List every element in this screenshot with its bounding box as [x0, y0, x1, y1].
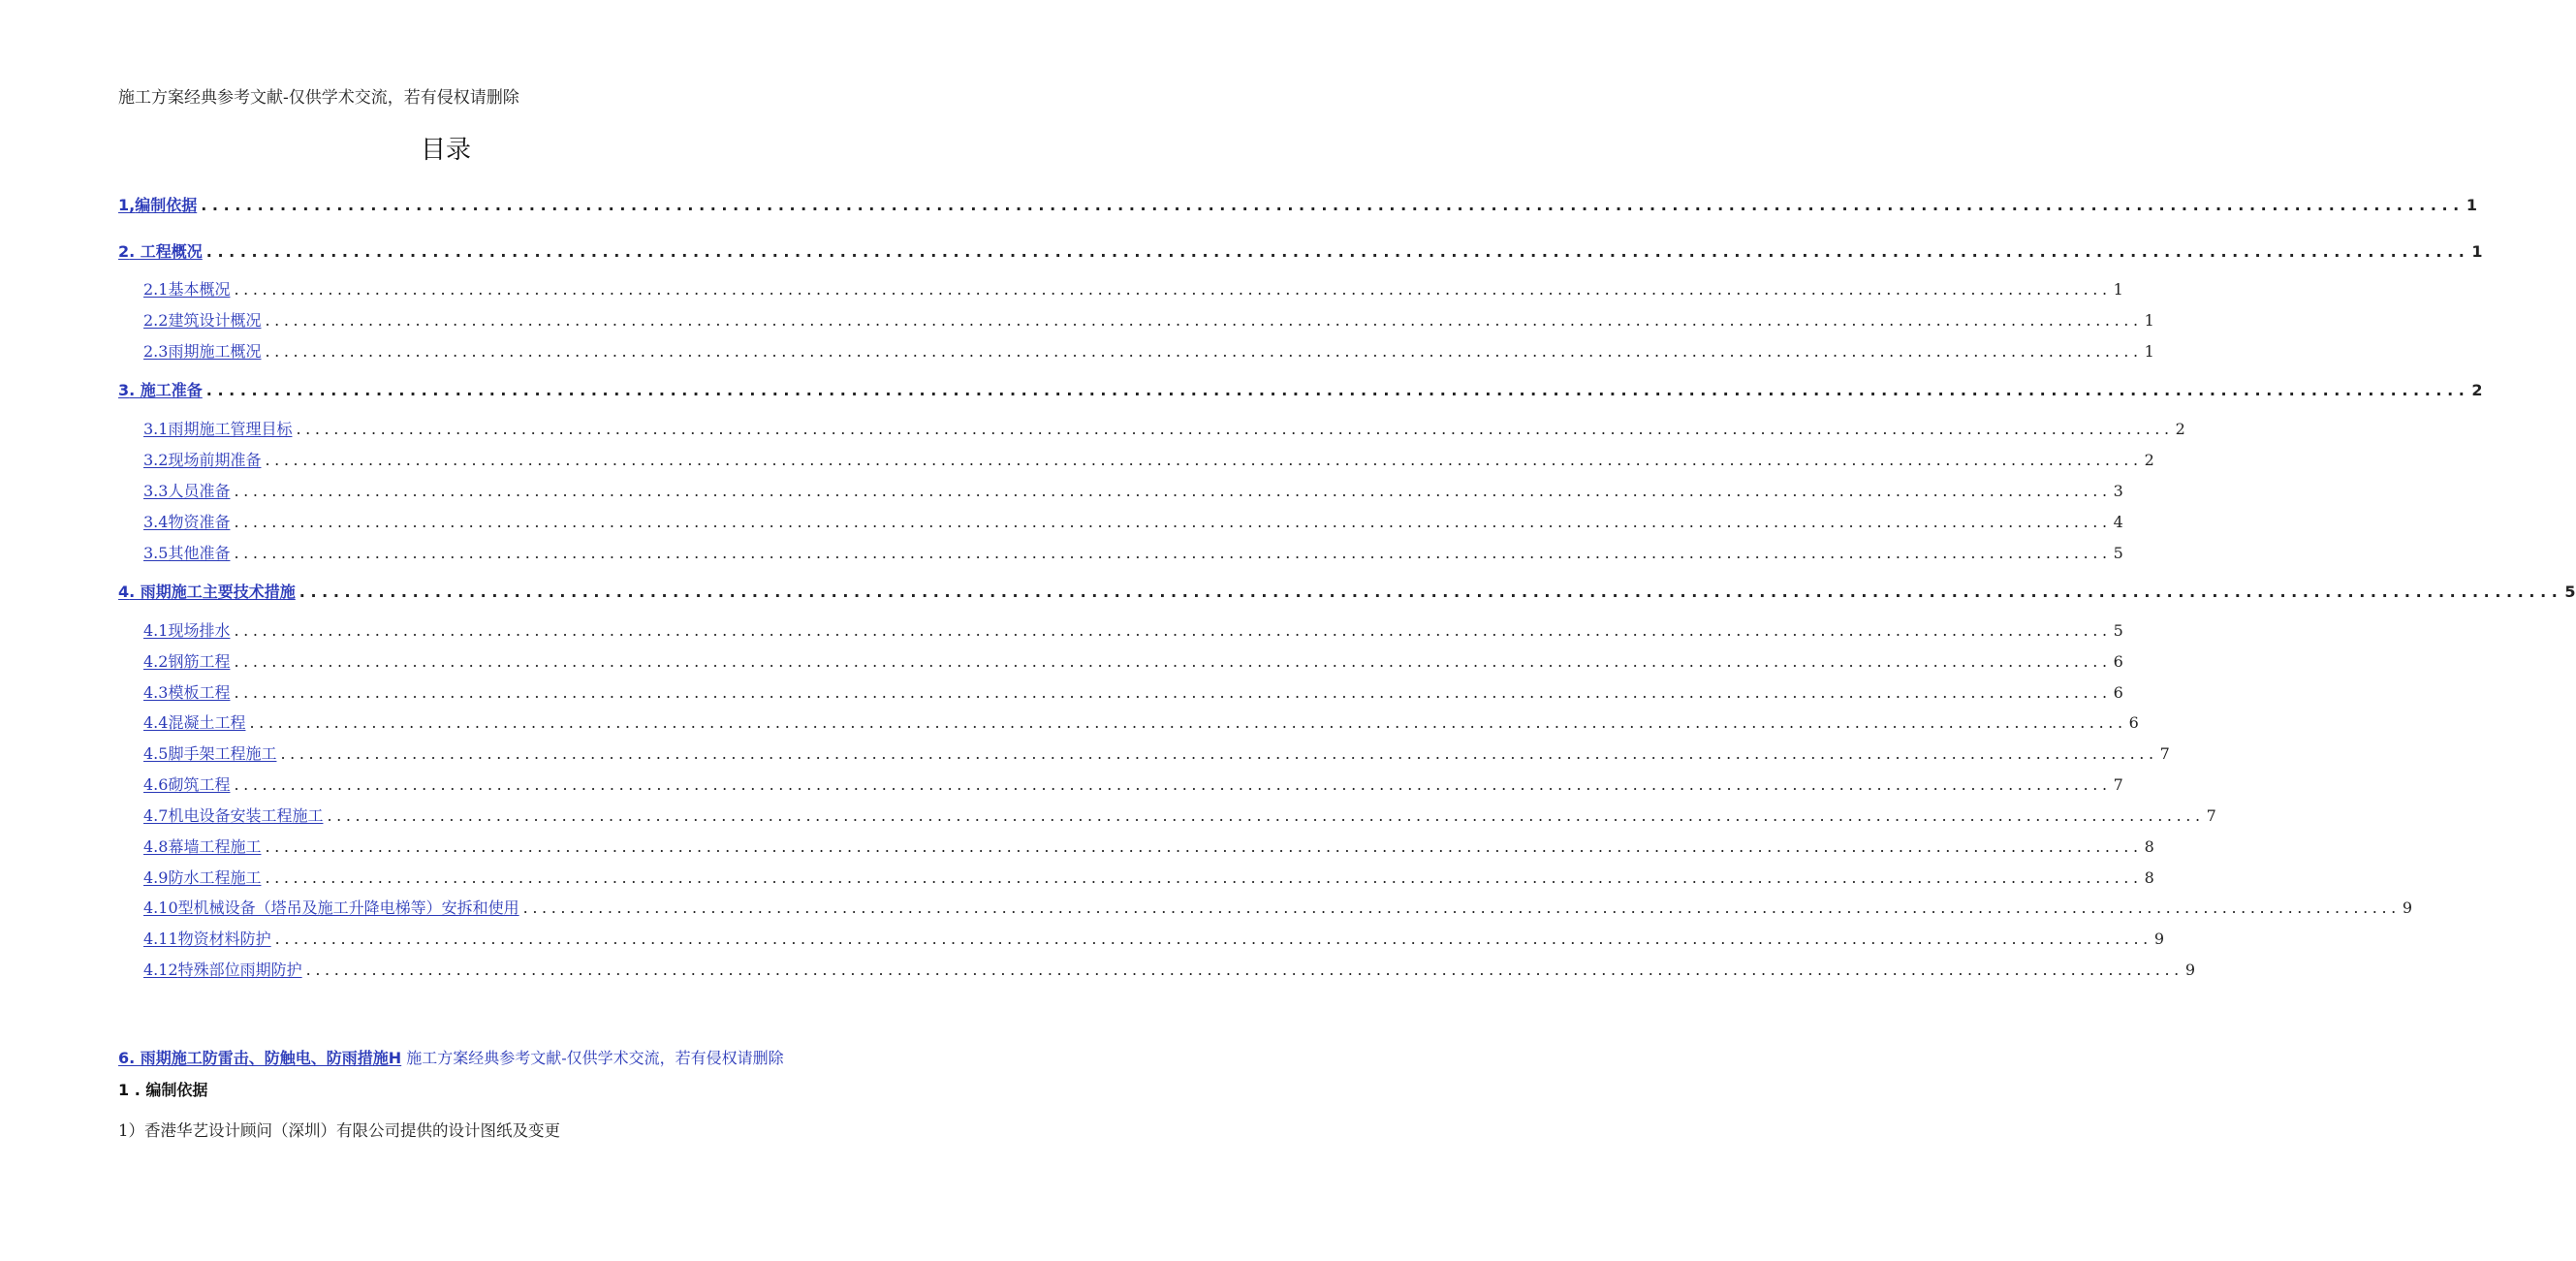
toc-entry-number[interactable]: 2.2 [143, 311, 169, 330]
toc-entry-label[interactable]: 模板工程 [168, 683, 231, 702]
toc-entry-label[interactable]: 幕墙工程施工 [168, 837, 262, 856]
toc-entry-page: 1 [2144, 311, 2154, 330]
toc-entry-number[interactable]: 4.3 [143, 683, 169, 702]
toc-entry[interactable] [143, 742, 2170, 766]
body-paragraph: 1）香港华艺设计顾问（深圳）有限公司提供的设计图纸及变更 [118, 1121, 560, 1140]
toc-entry[interactable] [118, 194, 2477, 217]
toc-entry-page: 9 [2402, 898, 2413, 917]
toc-entry[interactable] [143, 711, 2139, 735]
toc-entry-number[interactable]: 4.7 [143, 806, 169, 825]
toc-entry-number[interactable]: 2 [118, 242, 130, 261]
toc-entry-label[interactable]: 雨期施工管理目标 [168, 420, 293, 438]
toc-entry-page: 5 [2113, 544, 2123, 562]
toc-entry-number[interactable]: 4.12 [143, 961, 178, 979]
dot-leader: ........................................................................................................................................................................................................ [234, 513, 2112, 531]
toc-entry-number[interactable]: 4.9 [143, 868, 169, 887]
toc-entry-page: 1 [2144, 342, 2154, 361]
toc-entry-number[interactable]: 3.5 [143, 544, 169, 562]
toc-entry-6[interactable] [118, 1046, 784, 1068]
toc-entry-number[interactable]: 4.6 [143, 775, 169, 794]
dot-leader: ........................................................................................................................................................................................................ [265, 451, 2143, 469]
dot-leader: ........................................................................................................................................................................................................ [296, 420, 2174, 438]
dot-leader: ........................................................................................................................................................................................................ [205, 381, 2470, 399]
dot-leader: ........................................................................................................................................................................................................ [249, 713, 2127, 732]
toc-entry-page: 2 [2144, 451, 2154, 469]
toc-entry[interactable] [143, 542, 2123, 565]
toc-entry-number[interactable]: 4.4 [143, 713, 169, 732]
toc-entry[interactable] [143, 511, 2123, 534]
toc-entry-number[interactable]: 3.1 [143, 420, 169, 438]
toc-entry-number[interactable]: 4 [118, 583, 130, 601]
toc-entry-label[interactable]: 物资材料防护 [177, 930, 271, 948]
toc-entry[interactable] [143, 278, 2123, 301]
dot-leader: ........................................................................................................................................................................................................ [298, 583, 2563, 601]
dot-leader: ........................................................................................................................................................................................................ [201, 196, 2465, 214]
toc-entry-label[interactable]: 脚手架工程施工 [168, 744, 277, 763]
dot-leader: ........................................................................................................................................................................................................ [265, 342, 2143, 361]
toc-entry-page: 1 [2466, 196, 2477, 214]
toc-entry-number[interactable]: 3 [118, 381, 130, 399]
toc-entry-6-link[interactable]: 6. 雨期施工防雷击、防触电、防雨措施H [118, 1049, 402, 1067]
toc-entry-number[interactable]: 1, [118, 196, 136, 214]
toc-entry-label[interactable]: 现场排水 [168, 621, 231, 640]
toc-entry[interactable] [143, 309, 2154, 332]
dot-leader: ........................................................................................................................................................................................................ [234, 280, 2112, 299]
toc-entry[interactable] [143, 449, 2154, 472]
toc-entry[interactable] [143, 804, 2216, 828]
page-title: 目录 [420, 136, 471, 165]
toc-entry-label[interactable]: . 雨期施工主要技术措施 [129, 583, 296, 601]
toc-entry-label[interactable]: 现场前期准备 [168, 451, 262, 469]
toc-entry-label[interactable]: 混凝土工程 [168, 713, 246, 732]
toc-entry-page: 2 [2175, 420, 2185, 438]
toc-entry-label[interactable]: 机电设备安装工程施工 [168, 806, 324, 825]
toc-entry-label[interactable]: 特殊部位雨期防护 [177, 961, 302, 979]
dot-leader: ........................................................................................................................................................................................................ [234, 775, 2112, 794]
header-note: 施工方案经典参考文献-仅供学术交流，若有侵权请删除 [118, 88, 519, 108]
toc-entry[interactable] [143, 650, 2123, 674]
toc-entry-label[interactable]: . 工程概况 [129, 242, 203, 261]
toc-entry-label[interactable]: 编制依据 [135, 196, 198, 214]
toc-entry-page: 2 [2471, 381, 2483, 399]
toc-entry-page: 4 [2113, 513, 2123, 531]
toc-entry[interactable] [143, 418, 2185, 441]
toc-entry-label[interactable]: 基本概况 [168, 280, 231, 299]
toc-entry[interactable] [143, 928, 2165, 951]
dot-leader: ........................................................................................................................................................................................................ [234, 544, 2112, 562]
toc-entry-page: 3 [2113, 482, 2123, 500]
toc-entry-page: 7 [2206, 806, 2216, 825]
dot-leader: ........................................................................................................................................................................................................ [265, 311, 2143, 330]
toc-entry[interactable] [118, 379, 2483, 402]
toc-entry-number[interactable]: 2.1 [143, 280, 169, 299]
toc-entry[interactable] [143, 480, 2123, 503]
toc-entry[interactable] [143, 897, 2413, 920]
dot-leader: ........................................................................................................................................................................................................ [522, 898, 2401, 917]
toc-entry-label[interactable]: 建筑设计概况 [168, 311, 262, 330]
dot-leader: ........................................................................................................................................................................................................ [305, 961, 2183, 979]
toc-entry-label[interactable]: 型机械设备（塔吊及施工升降电梯等）安拆和使用 [177, 898, 519, 917]
dot-leader: ........................................................................................................................................................................................................ [234, 621, 2112, 640]
toc-entry-number[interactable]: 4.5 [143, 744, 169, 763]
toc-entry-label[interactable]: 防水工程施工 [168, 868, 262, 887]
dot-leader: ........................................................................................................................................................................................................ [234, 683, 2112, 702]
toc-entry-page: 6 [2113, 652, 2123, 671]
toc-entry-page: 9 [2153, 930, 2165, 948]
toc-entry-label[interactable]: 其他准备 [168, 544, 231, 562]
toc-entry-page: 7 [2113, 775, 2123, 794]
dot-leader: ........................................................................................................................................................................................................ [274, 930, 2152, 948]
toc-entry-page: 8 [2144, 868, 2154, 887]
toc-entry-number[interactable]: 4.2 [143, 652, 169, 671]
toc-entry-page: 5 [2113, 621, 2123, 640]
toc-entry[interactable] [143, 773, 2123, 797]
toc-entry[interactable] [118, 581, 2576, 604]
toc-entry-number[interactable]: 3.3 [143, 482, 169, 500]
dot-leader: ........................................................................................................................................................................................................ [280, 744, 2158, 763]
dot-leader: ........................................................................................................................................................................................................ [327, 806, 2205, 825]
toc-entry-page: 6 [2128, 713, 2139, 732]
toc-entry[interactable] [143, 959, 2196, 982]
toc-entry-number[interactable]: 4.10 [143, 898, 178, 917]
toc-entry-page: 8 [2144, 837, 2154, 856]
toc-entry-label[interactable]: 物资准备 [168, 513, 231, 531]
toc-entry-number[interactable]: 2.3 [143, 342, 169, 361]
toc-entry-label[interactable]: 雨期施工概况 [168, 342, 262, 361]
dot-leader: ........................................................................................................................................................................................................ [234, 482, 2112, 500]
toc-entry-number[interactable]: 4.1 [143, 621, 169, 640]
toc-entry-label[interactable]: . 施工准备 [129, 381, 203, 399]
toc-entry[interactable] [118, 240, 2483, 264]
toc-entry[interactable] [143, 619, 2123, 643]
toc-entry-label[interactable]: 钢筋工程 [168, 652, 231, 671]
section-heading: 1 . 编制依据 [118, 1081, 208, 1099]
toc-entry[interactable] [143, 681, 2123, 705]
dot-leader: ........................................................................................................................................................................................................ [234, 652, 2112, 671]
toc-entry[interactable] [143, 867, 2154, 890]
watermark-note: 施工方案经典参考文献-仅供学术交流，若有侵权请删除 [401, 1049, 784, 1067]
toc-entry-number[interactable]: 4.11 [143, 930, 178, 948]
toc-entry-number[interactable]: 3.2 [143, 451, 169, 469]
toc-entry-label[interactable]: 人员准备 [168, 482, 231, 500]
toc-entry-number[interactable]: 3.4 [143, 513, 169, 531]
toc-entry-page: 1 [2113, 280, 2123, 299]
toc-entry-page: 1 [2471, 242, 2483, 261]
toc-entry-page: 6 [2113, 683, 2123, 702]
dot-leader: ........................................................................................................................................................................................................ [265, 837, 2143, 856]
toc-entry-page: 5 [2564, 583, 2576, 601]
toc-entry-label[interactable]: 砌筑工程 [168, 775, 231, 794]
dot-leader: ........................................................................................................................................................................................................ [265, 868, 2143, 887]
toc-entry[interactable] [143, 340, 2154, 363]
toc-entry-page: 9 [2184, 961, 2196, 979]
toc-entry-page: 7 [2159, 744, 2170, 763]
toc-entry[interactable] [143, 835, 2154, 859]
toc-entry-number[interactable]: 4.8 [143, 837, 169, 856]
dot-leader: ........................................................................................................................................................................................................ [205, 242, 2470, 261]
